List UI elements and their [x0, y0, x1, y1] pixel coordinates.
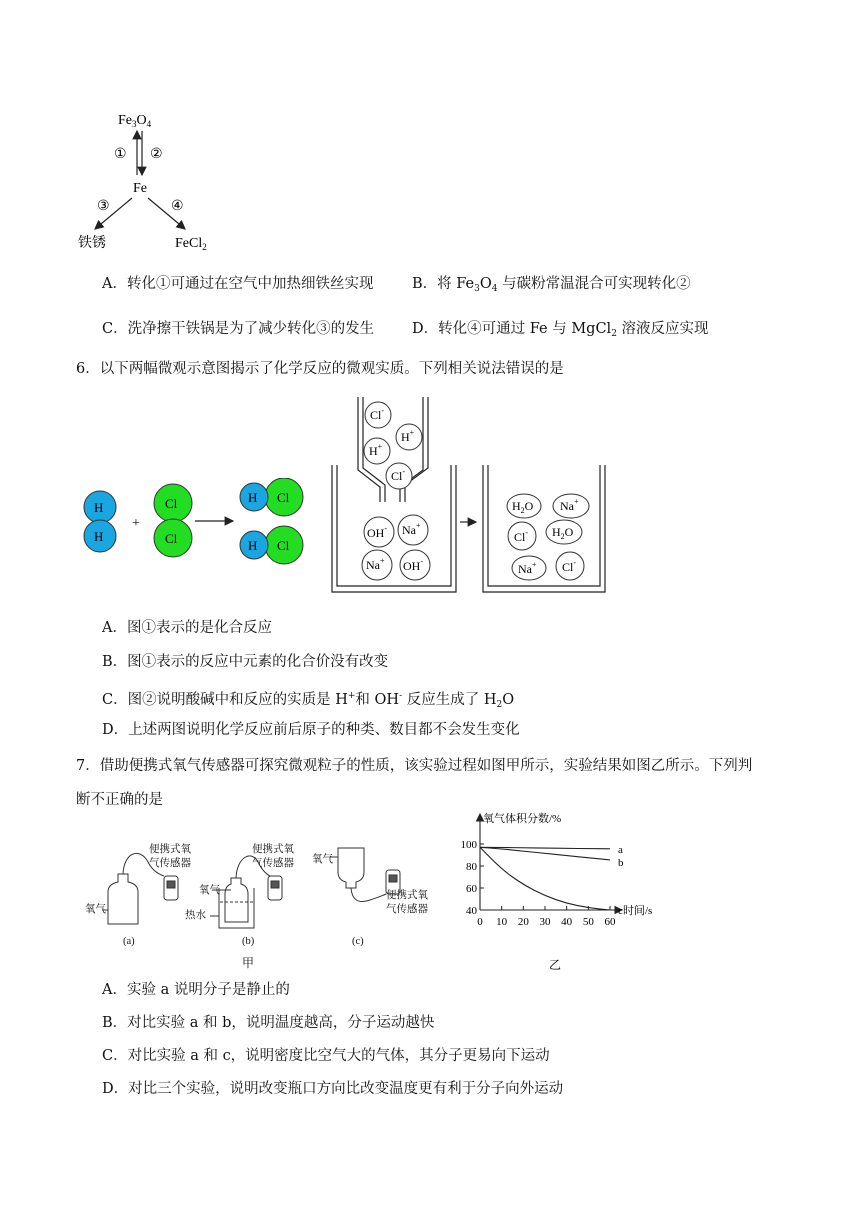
chart-caption: 乙: [548, 958, 562, 972]
plus-sign: +: [132, 516, 140, 531]
q6-option-d: D．上述两图说明化学反应前后原子的种类、数目都不会发生变化: [102, 722, 520, 738]
q7-chart-yi: [435, 806, 685, 976]
q6-option-b: B．图①表示的反应中元素的化合价没有改变: [102, 654, 389, 670]
svg-text:H: H: [248, 538, 258, 553]
svg-text:Cl: Cl: [277, 490, 290, 505]
q5-conversion-diagram: [70, 105, 230, 255]
x-tick-label: 50: [582, 916, 594, 928]
q7-option-d: D．对比三个实验，说明改变瓶口方向比改变温度更有利于分子向外运动: [102, 1081, 564, 1097]
ion-na-1: Na+: [402, 521, 421, 537]
svg-text:Cl: Cl: [277, 538, 290, 553]
y-tick-label: 40: [466, 905, 477, 917]
product-cl-1: Cl-: [514, 528, 529, 544]
q6-stem: 6．以下两幅微观示意图揭示了化学反应的微观实质。下列相关说法错误的是: [76, 361, 564, 377]
product-h2o-2: $H_2O$: [552, 525, 574, 541]
label-c: (c): [352, 936, 364, 947]
ion-h-2: H+: [369, 442, 383, 458]
q7-option-a: A．实验 a 说明分子是静止的: [102, 982, 290, 998]
x-tick-label: 0: [477, 916, 483, 928]
q5-option-a: A．转化①可通过在空气中加热细铁丝实现: [102, 276, 374, 292]
q5-arrow-label-4: ④: [171, 199, 184, 214]
hcl-molecule-2: [240, 526, 303, 564]
hcl-molecule-1: [240, 478, 303, 516]
q7-stem-line-1: 7．借助便携式氧气传感器可探究微观粒子的性质，该实验过程如图甲所示，实验结果如图乙所示。下列判: [76, 758, 753, 774]
oxygen-label-c: 氧气: [312, 854, 333, 865]
product-h2o-1: $H_2O$: [512, 499, 534, 515]
sensor-label-b-1: 便携式氧: [252, 844, 294, 855]
oxygen-label-a: 氧气: [85, 904, 106, 915]
hot-water-label: 热水: [185, 910, 206, 921]
sensor-label-a-2: 气传感器: [149, 858, 191, 869]
q6-option-c: C．图②说明酸碱中和反应的实质是 H+和 OH- 反应生成了 $H_2O$: [102, 691, 515, 710]
q7-stem-line-2: 断不正确的是: [76, 792, 163, 808]
q5-arrow-label-2: ②: [150, 147, 163, 162]
q6-option-c-mid: 和 OH: [355, 692, 400, 708]
x-axis-label: 时间/s: [623, 905, 653, 917]
series-line-b: [480, 847, 610, 860]
q6-option-c-post: 反应生成了 H: [402, 692, 497, 708]
q5-arrow-label-3: ③: [97, 199, 110, 214]
label-b: (b): [242, 936, 255, 947]
q5-option-c: C．洗净擦干铁锅是为了减少转化③的发生: [102, 321, 375, 337]
x-tick-label: 30: [539, 916, 551, 928]
q5-arrow-label-1: ①: [114, 147, 127, 162]
series-label-b: b: [618, 856, 624, 869]
q5-node-fe3o4: $Fe_3O_4$: [118, 113, 152, 129]
label-a: (a): [123, 936, 135, 947]
sensor-label-a-1: 便携式氧: [149, 844, 191, 855]
fe3o4-formula: $Fe_3O_4$: [456, 276, 498, 294]
q7-figure-jia: [80, 812, 440, 972]
x-tick-label: 10: [496, 916, 508, 928]
sensor-label-b-2: 气传感器: [252, 858, 294, 869]
q6-figure-2: [330, 395, 610, 593]
svg-text:H: H: [94, 529, 104, 544]
ion-oh-1: OH-: [367, 524, 388, 540]
q5-option-d: [412, 319, 709, 344]
ion-h-1: H+: [401, 428, 415, 444]
y-axis-label: 氧气体积分数/%: [483, 813, 562, 825]
ion-cl-2: Cl-: [391, 467, 406, 483]
q5-node-rust: 铁锈: [78, 236, 106, 251]
q7-option-c: C．对比实验 a 和 c，说明密度比空气大的气体，其分子更易向下运动: [102, 1048, 550, 1064]
q5-option-b: [412, 274, 691, 299]
q6-option-c-end: O: [502, 692, 515, 708]
q5-option-d-post: 溶液反应实现: [616, 321, 709, 337]
x-tick-label: 20: [517, 916, 529, 928]
q5-node-fe: Fe: [133, 181, 147, 196]
q6-figure-1: [80, 478, 320, 568]
figure-jia-caption: 甲: [242, 956, 255, 970]
x-tick-label: 60: [604, 916, 616, 928]
product-na-2: Na+: [518, 560, 537, 576]
mgcl2-formula: MgCl$_2$: [571, 321, 617, 339]
svg-text:H: H: [248, 490, 258, 505]
q5-option-b-post: 与碳粉常温混合可实现转化②: [497, 276, 691, 292]
sensor-label-c-2: 气传感器: [386, 904, 428, 915]
y-tick-label: 60: [466, 883, 477, 895]
q6-option-a: A．图①表示的是化合反应: [102, 620, 272, 636]
ion-na-2: Na+: [366, 556, 385, 572]
y-tick-label: 80: [466, 861, 477, 873]
h2-molecule: [84, 491, 116, 552]
oxygen-label-b: 氧气: [199, 885, 220, 896]
ion-cl-1: Cl-: [370, 406, 385, 422]
q5-option-b-pre: B．将: [412, 276, 457, 292]
series-label-c: c: [618, 905, 623, 917]
svg-text:Cl: Cl: [165, 496, 178, 511]
product-na-1: Na+: [560, 497, 579, 513]
q6-option-c-pre: C．图②说明酸碱中和反应的实质是 H: [102, 692, 348, 708]
series-line-c: [480, 847, 610, 910]
q5-option-d-pre: D．转化④可通过 Fe 与: [412, 321, 572, 337]
ion-oh-2: OH-: [403, 557, 424, 573]
svg-text:Cl: Cl: [165, 531, 178, 546]
q5-node-fecl2: FeCl$_2$: [175, 236, 207, 252]
y-tick-label: 100: [460, 839, 477, 851]
q7-option-b: B．对比实验 a 和 b，说明温度越高，分子运动越快: [102, 1015, 435, 1031]
svg-text:H: H: [94, 500, 104, 515]
series-label-a: a: [618, 843, 623, 856]
sensor-label-c-1: 便携式氧: [386, 890, 428, 901]
x-tick-label: 40: [561, 916, 573, 928]
product-cl-2: Cl-: [562, 558, 577, 574]
cl2-molecule: [154, 484, 192, 557]
